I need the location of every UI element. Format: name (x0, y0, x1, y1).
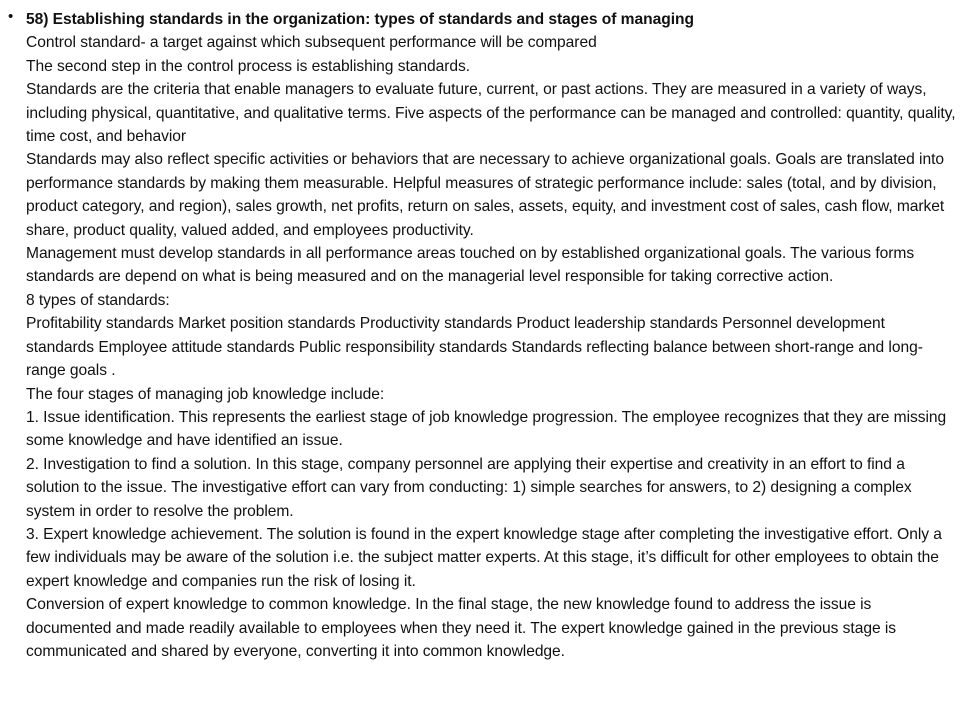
paragraph-stage-4: Conversion of expert knowledge to common knowledge. In the final stage, the new knowledge found to address the issue is documented and made readily available to employees when they need it. The expert knowledge gained in the previous stage is communicated and shared by everyone, converting it into common knowledge. (26, 596, 897, 660)
paragraph-management-develop: Management must develop standards in all performance areas touched on by established organizational goals. The various forms standards are depend on what is being measured and on the managerial level responsible for taking corrective action. (26, 245, 915, 286)
paragraph-second-step: The second step in the control process is establishing standards. (26, 57, 471, 75)
paragraph-standards-reflect: Standards may also reflect specific activities or behaviors that are necessary to achieve organizational goals. Goals are translated into performance standards by making them measurable. Helpful measures of strategic performance include: sales (total, and by division, product category, and region), sales growth, net profits, return on sales, assets, equity, and investment cost of sales, cash flow, market share, product quality, valued added, and employees productivity. (26, 151, 945, 239)
paragraph-four-stages: The four stages of managing job knowledge include: (26, 385, 385, 403)
paragraph-stage-3: 3. Expert knowledge achievement. The solution is found in the expert knowledge stage after completing the investigative effort. Only a few individuals may be aware of the solution i.e. the subject matter experts. At this stage, it’s difficult for other employees to obtain the expert knowledge and companies run the risk of losing it. (26, 525, 942, 590)
paragraph-standards-criteria: Standards are the criteria that enable managers to evaluate future, current, or past actions. They are measured in a variety of ways, including physical, quantitative, and qualitative terms. Five aspects of the performance can be managed and controlled: quantity, quality, time cost, and behavior (26, 81, 956, 146)
paragraph-control-standard: Control standard- a target against which subsequent performance will be compared (26, 34, 597, 52)
slide-content (26, 8, 956, 663)
bullet-marker: • (8, 8, 14, 25)
paragraph-stage-2: 2. Investigation to find a solution. In this stage, company personnel are applying their expertise and creativity in an effort to find a solution to the issue. The investigative effort can vary from conducting: 1) simple searches for answers, to 2) designing a complex system in order to resolve the problem. (26, 455, 912, 520)
paragraph-stage-1: 1. Issue identification. This represents the earliest stage of job knowledge progression. The employee recognizes that they are missing some knowledge and have identified an issue. (26, 408, 947, 450)
slide-heading: 58) Establishing standards in the organization: types of standards and stages of managing (26, 11, 694, 28)
paragraph-types-heading: 8 types of standards: (26, 291, 170, 309)
paragraph-types-list: Profitability standards Market position standards Productivity standards Product leadership standards Personnel development standards Employee attitude standards Public responsibility standards Standards reflecting balance between short-range and long-range goals . (26, 315, 923, 380)
